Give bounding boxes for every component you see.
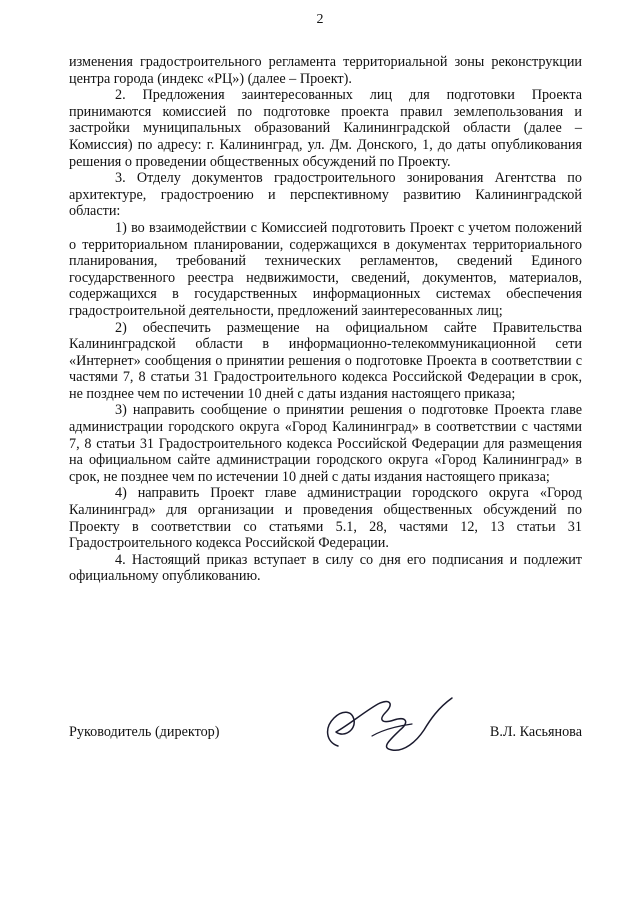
paragraph-continuation: изменения градостроительного регламента территориальной зоны реконструкции центра города (индекс «РЦ») (далее – Проект). [69, 54, 582, 87]
paragraph-item-2: 2. Предложения заинтересованных лиц для подготовки Проекта принимаются комиссией по подготовке проекта правил землепользования и застройки муниципальных образований Калининградской области (далее – Комиссия) по адресу: г. Калининград, ул. Дм. Донского, 1, до даты опубликования решения о проведении общественных обсуждений по Проекту. [69, 87, 582, 170]
paragraph-item-4: 4. Настоящий приказ вступает в силу со дня его подписания и подлежит официальному опубликованию. [69, 551, 582, 585]
subitem-2: 2) обеспечить размещение на официальном сайте Правительства Калининградской области в информационно-телекоммуникационной сети «Интернет» сообщения о принятии решения о подготовке Проекта в соответствии с частями 7, 8 статьи 31 Градостроительного кодекса Российской Федерации в срок, не позднее чем по истечении 10 дней с даты издания настоящего приказа; [69, 319, 582, 402]
handwritten-signature [320, 690, 470, 762]
document-body [69, 54, 582, 585]
subitem-1: 1) во взаимодействии с Комиссией подготовить Проект с учетом положений о территориальном планировании, содержащихся в документах территориального планирования, требований технических регламентов, сведений Единого государственного реестра недвижимости, сведений, документов, материалов, содержащихся в государственных информационных системах обеспечения градостроительной деятельности, предложений заинтересованных лиц; [69, 219, 582, 319]
signatory-name: В.Л. Касьянова [489, 724, 582, 740]
page-number: 2 [316, 12, 324, 27]
subitem-3: 3) направить сообщение о принятии решения о подготовке Проекта главе администрации городского округа «Город Калининград» в соответствии с частями 7, 8 статьи 31 Градостроительного кодекса Российской Федерации для размещения на официальном сайте администрации городского округа «Город Калининград» в срок, не позднее чем по истечении 10 дней с даты издания настоящего приказа; [69, 402, 582, 485]
paragraph-item-3: 3. Отделу документов градостроительного зонирования Агентства по архитектуре, градостроению и перспективному развитию Калининградской области: [69, 170, 582, 220]
subitem-4: 4) направить Проект главе администрации городского округа «Город Калининград» для организации и проведения общественных обсуждений по Проекту в соответствии со статьями 5.1, 28, частями 12, 13 статьи 31 Градостроительного кодекса Российской Федерации. [69, 485, 582, 552]
signatory-title: Руководитель (директор) [69, 724, 220, 740]
